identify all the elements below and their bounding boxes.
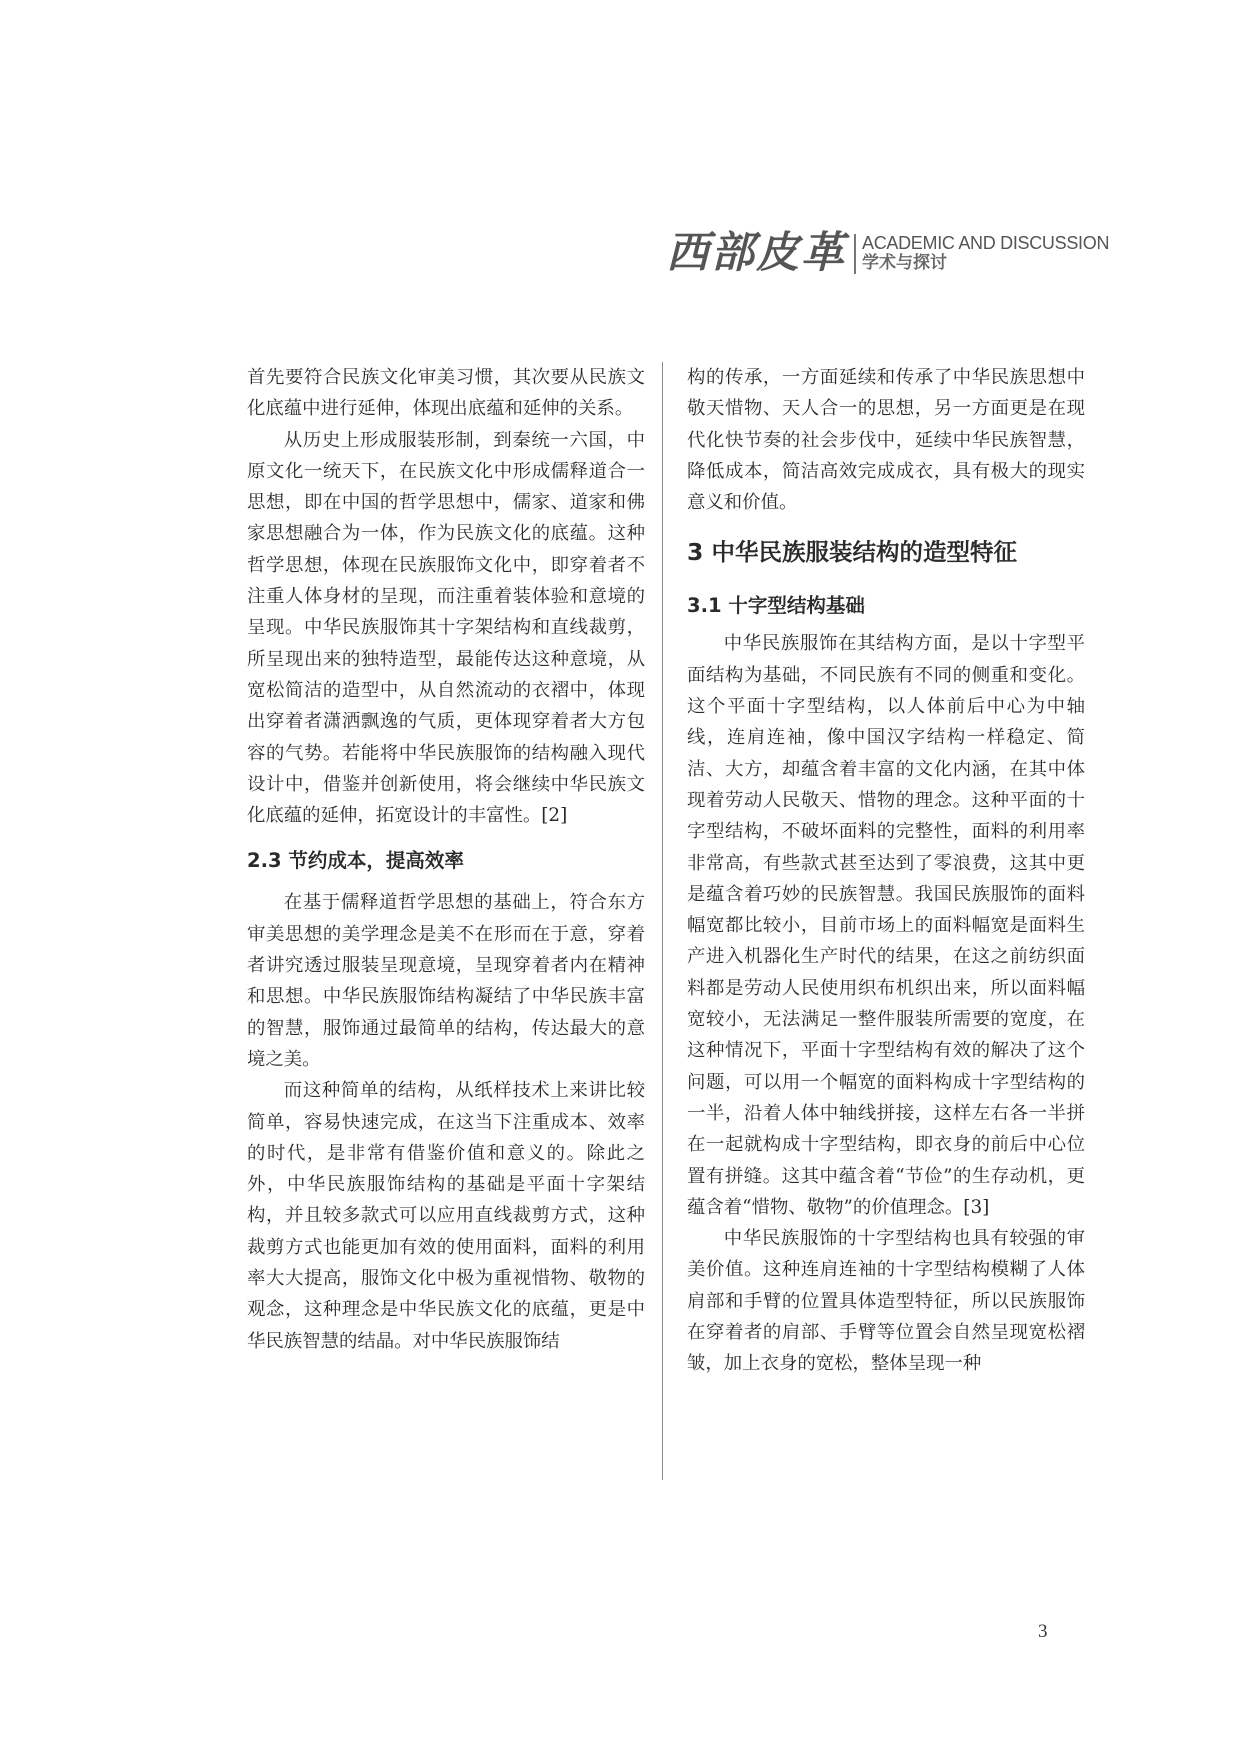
masthead-section-label xyxy=(862,233,1109,273)
paragraph: 中华民族服饰在其结构方面，是以十字型平面结构为基础，不同民族有不同的侧重和变化。这个平面十字型结构，以人体前后中心为中轴线，连肩连袖，像中国汉字结构一样稳定、简洁、大方，却蕴含着丰富的文化内涵，在其中体现着劳动人民敬天、惜物的理念。这种平面的十字型结构，不破坏面料的完整性，面料的利用率非常高，有些款式甚至达到了零浪费，这其中更是蕴含着巧妙的民族智慧。我国民族服饰的面料幅宽都比较小，目前市场上的面料幅宽是面料生产进入机器化生产时代的结果，在这之前纺织面料都是劳动人民使用织布机织出来，所以面料幅宽较小，无法满足一整件服装所需要的宽度，在这种情况下，平面十字型结构有效的解决了这个问题，可以用一个幅宽的面料构成十字型结构的一半，沿着人体中轴线拼接，这样左右各一半拼在一起就构成十字型结构，即衣身的前后中心位置有拼缝。这其中蕴含着“节俭”的生存动机，更蕴含着“惜物、敬物”的价值理念。[3] xyxy=(687,633,1085,1218)
page-number: 3 xyxy=(1038,1621,1048,1642)
paragraph: 从历史上形成服装形制，到秦统一六国，中原文化一统天下，在民族文化中形成儒释道合一思想，即在中国的哲学思想中，儒家、道家和佛家思想融合为一体，作为民族文化的底蕴。这种哲学思想，体现在民族服饰文化中，即穿着者不注重人体身材的呈现，而注重着装体验和意境的呈现。中华民族服饰其十字架结构和直线裁剪，所呈现出来的独特造型，最能传达这种意境，从宽松简洁的造型中，从自然流动的衣褶中，体现出穿着者潇洒飘逸的气质，更体现穿着者大方包容的气势。若能将中华民族服饰的结构融入现代设计中，借鉴并创新使用，将会继续中华民族文化底蕴的延伸，拓宽设计的丰富性。[2] xyxy=(247,429,645,827)
section-heading-2-3: 2.3 节约成本，提高效率 xyxy=(247,849,464,873)
section-chinese-title: 学术与探讨 xyxy=(862,253,947,274)
column-divider xyxy=(662,362,663,1480)
journal-masthead xyxy=(666,228,1110,278)
paragraph: 在基于儒释道哲学思想的基础上，符合东方审美思想的美学理念是美不在形而在于意，穿着者讲究透过服装呈现意境，呈现穿着者内在精神和思想。中华民族服饰结构凝结了中华民族丰富的智慧，服饰通过最简单的结构，传达最大的意境之美。 xyxy=(247,892,645,1070)
paragraph: 构的传承，一方面延续和传承了中华民族思想中敬天惜物、天人合一的思想，另一方面更是在现代化快节奏的社会步伐中，延续中华民族智慧，降低成本，简洁高效完成成衣，具有极大的现实意义和价值。 xyxy=(687,367,1085,514)
section-heading-3: 3 中华民族服装结构的造型特征 xyxy=(687,538,1018,567)
masthead-divider xyxy=(854,234,856,274)
paragraph: 而这种简单的结构，从纸样技术上来讲比较简单，容易快速完成，在这当下注重成本、效率的时代，是非常有借鉴价值和意义的。除此之外，中华民族服饰结构的基础是平面十字架结构，并且较多款式可以应用直线裁剪方式，这种裁剪方式也能更加有效的使用面料，面料的利用率大大提高，服饰文化中极为重视惜物、敬物的观念，这种理念是中华民族文化的底蕴，更是中华民族智慧的结晶。对中华民族服饰结 xyxy=(247,1080,645,1352)
left-column xyxy=(247,362,645,1357)
journal-logo: 西部皮革 xyxy=(666,228,846,278)
right-column xyxy=(687,362,1085,1380)
section-english-title: ACADEMIC AND DISCUSSION xyxy=(862,233,1110,254)
section-heading-3-1: 3.1 十字型结构基础 xyxy=(687,594,865,618)
paragraph: 中华民族服饰的十字型结构也具有较强的审美价值。这种连肩连袖的十字型结构模糊了人体肩部和手臂的位置具体造型特征，所以民族服饰在穿着者的肩部、手臂等位置会自然呈现宽松褶皱，加上衣身的宽松，整体呈现一种 xyxy=(687,1228,1085,1375)
paragraph: 首先要符合民族文化审美习惯，其次要从民族文化底蕴中进行延伸，体现出底蕴和延伸的关系。 xyxy=(247,367,645,420)
